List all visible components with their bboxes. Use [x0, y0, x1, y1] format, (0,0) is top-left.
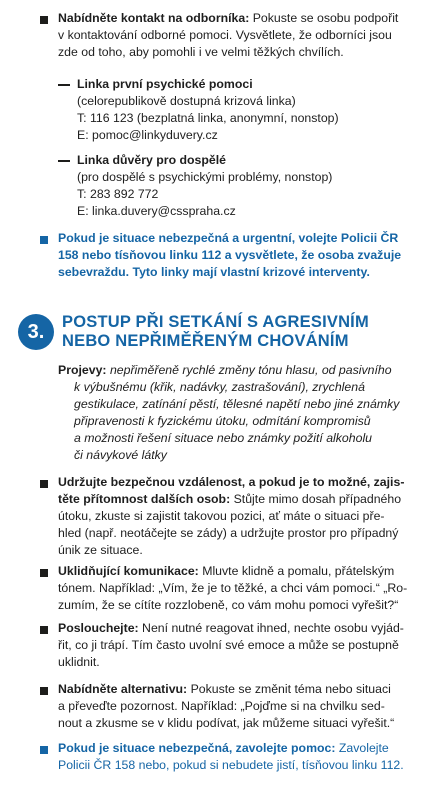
bullet-marker — [40, 746, 48, 754]
item-text: zumím, že se cítíte rozzlobeně, co vám mohu pomoci vyřešit?“ — [58, 598, 399, 612]
note-text: Policii ČR 158 nebo, pokud si nebudete jistí, tísňovou linku 112. — [58, 758, 404, 772]
item-calming-communication — [58, 563, 408, 614]
item-text: útoku, zkuste si zajistit takovou pozici, ať máte o situaci pře- — [58, 509, 385, 523]
bullet-marker — [40, 480, 48, 488]
item-text: Není nutné reagovat ihned, nechte osobu vyjád- — [138, 621, 404, 635]
item-text: tónem. Například: „Vím, že je to těžké, a chci vám pomoci.“ „Ro- — [58, 581, 408, 595]
note-text: 158 nebo tísňovou linku 112 a vysvětlete, že osoba zvažuje — [58, 248, 402, 262]
symptoms-paragraph — [58, 362, 398, 464]
item-text: nout a zkusme se v klidu podívat, jak můžeme situaci vyřešit.“ — [58, 716, 395, 730]
section-title-line: POSTUP PŘI SETKÁNÍ S AGRESIVNÍM — [62, 313, 369, 331]
bullet-marker — [40, 569, 48, 577]
item-label: Udržujte bezpečnou vzdálenost, a pokud je to možné, zajis- — [58, 475, 405, 489]
final-note — [58, 740, 404, 774]
item-text: uklidnit. — [58, 655, 100, 669]
contact-phone: T: 283 892 772 — [77, 187, 159, 201]
item-safe-distance — [58, 474, 405, 559]
contact-email: E: pomoc@linkyduvery.cz — [77, 128, 218, 142]
symptoms-text: gestikulace, zatínání pěstí, tělesné napětí nebo jiné známky — [74, 397, 400, 411]
contact-description: (celorepublikově dostupná krizová linka) — [77, 94, 296, 108]
note-text: sebevraždu. Tyto linky mají vlastní krizové interventy. — [58, 265, 370, 279]
bullet-marker — [40, 687, 48, 695]
symptoms-label: Projevy: — [58, 363, 107, 377]
item-text: Pokuste se osobu podpořit — [249, 11, 399, 25]
urgent-note — [58, 230, 402, 281]
item-label: Nabídněte alternativu: — [58, 682, 188, 696]
symptoms-text: nepřiměřeně rychlé změny tónu hlasu, od pasivního — [106, 363, 392, 377]
item-text: Pokuste se změnit téma nebo situaci — [187, 682, 391, 696]
section-title — [62, 313, 382, 351]
item-contact-professional — [58, 10, 398, 61]
symptoms-text: připravenosti k fyzickému útoku, odmítání kompromisů — [74, 414, 371, 428]
item-label: Uklidňující komunikace: — [58, 564, 199, 578]
item-text: hled (např. neotáčejte se zády) a udržujte prostor pro případný — [58, 526, 399, 540]
section-title-line: NEBO NEPŘIMĚŘENÝM CHOVÁNÍM — [62, 332, 349, 350]
item-text: únik ze situace. — [58, 543, 143, 557]
contact-block-trust-line — [77, 152, 397, 220]
item-listen — [58, 620, 404, 671]
item-text: a převeďte pozornost. Například: „Pojďme si na chvilku sed- — [58, 699, 385, 713]
item-text: Mluvte klidně a pomalu, přátelským — [198, 564, 395, 578]
section-number-badge: 3. — [18, 314, 54, 350]
note-text: Zavolejte — [335, 741, 389, 755]
contact-block-crisis-line — [77, 76, 397, 144]
symptoms-text: a možnosti řešení situace nebo známky požití alkoholu — [74, 431, 373, 445]
item-label: těte přítomnost dalších osob: — [58, 492, 231, 506]
dash-marker — [58, 160, 70, 162]
bullet-marker — [40, 626, 48, 634]
bullet-marker — [40, 16, 48, 24]
contact-name: Linka důvěry pro dospělé — [77, 153, 226, 167]
contact-phone: T: 116 123 (bezplatná linka, anonymní, nonstop) — [77, 111, 339, 125]
dash-marker — [58, 84, 70, 86]
contact-name: Linka první psychické pomoci — [77, 77, 253, 91]
item-label: Nabídněte kontakt na odborníka: — [58, 11, 250, 25]
item-text: v kontaktování odborné pomoci. Vysvětlete, že odborníci jsou — [58, 28, 392, 42]
item-label: Poslouchejte: — [58, 621, 139, 635]
contact-email: E: linka.duvery@csspraha.cz — [77, 204, 236, 218]
symptoms-text: k výbušnému (křik, nadávky, zastrašování), zrychlená — [74, 380, 365, 394]
note-text: Pokud je situace nebezpečná a urgentní, volejte Policii ČR — [58, 231, 399, 245]
item-text: zde od toho, aby pomohli i ve velmi těžkých chvílích. — [58, 45, 344, 59]
note-label: Pokud je situace nebezpečná, zavolejte pomoc: — [58, 741, 336, 755]
bullet-marker — [40, 236, 48, 244]
contact-description: (pro dospělé s psychickými problémy, nonstop) — [77, 170, 333, 184]
item-text: řit, co ji trápí. Tím často uvolní své emoce a může se postupně — [58, 638, 399, 652]
item-offer-alternative — [58, 681, 398, 732]
symptoms-text: či návykové látky — [74, 448, 167, 462]
item-text: Stůjte mimo dosah případného — [230, 492, 402, 506]
